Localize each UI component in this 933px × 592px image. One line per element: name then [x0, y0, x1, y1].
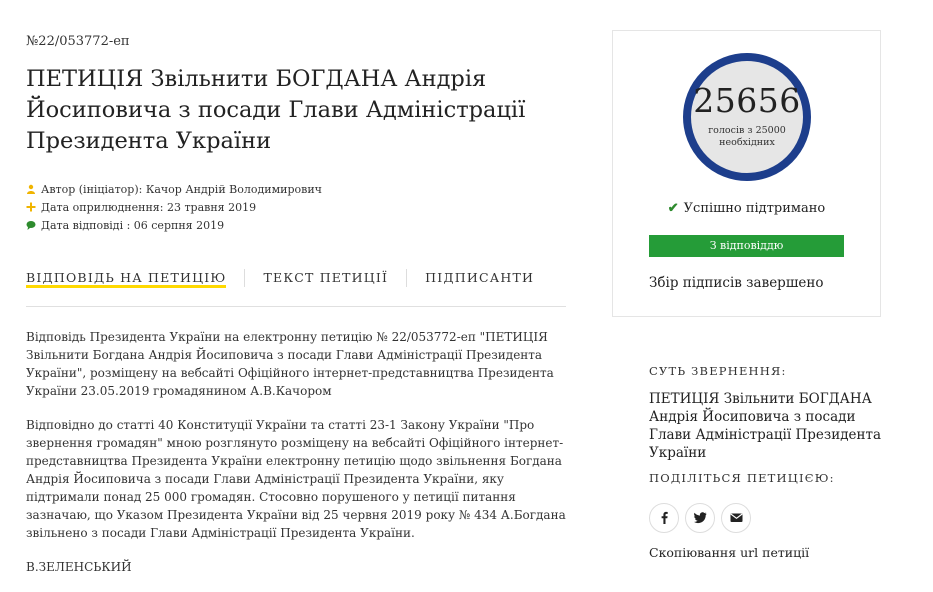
share-buttons: [649, 503, 757, 533]
answered-button[interactable]: З відповіддю: [649, 235, 844, 257]
twitter-share-button[interactable]: [685, 503, 715, 533]
check-icon: ✔: [667, 201, 679, 216]
meta-author-text: Автор (ініціатор): Качор Андрій Володимирович: [41, 182, 322, 196]
vote-count: 25656: [693, 81, 801, 120]
meta-answered-text: Дата відповіді : 06 серпня 2019: [41, 218, 225, 232]
essence-label: СУТЬ ЗВЕРНЕННЯ:: [649, 364, 787, 378]
comment-icon: [26, 220, 36, 230]
meta-published-text: Дата оприлюднення: 23 травня 2019: [41, 200, 257, 214]
meta-author: [26, 180, 322, 198]
meta-published: [26, 198, 322, 216]
answer-body: [26, 328, 566, 576]
share-label: ПОДІЛІТЬСЯ ПЕТИЦІЄЮ:: [649, 471, 835, 485]
tab-petition-text[interactable]: ТЕКСТ ПЕТИЦІЇ: [263, 270, 389, 285]
copy-url-link[interactable]: Скопіювання url петиції: [649, 545, 810, 560]
meta-answered: [26, 216, 322, 234]
plus-icon: [26, 202, 36, 212]
twitter-icon: [694, 509, 707, 528]
tab-divider: [244, 269, 245, 287]
status-text: Успішно підтримано: [683, 201, 826, 216]
petition-tabs: [26, 262, 566, 307]
author-icon: [26, 184, 36, 194]
answer-paragraph-1: Відповідь Президента України на електронну петицію № 22/053772-еп "ПЕТИЦІЯ Звільнити Богдана Андрія Йосиповича з посади Глави Адміністрації Президента України", розміщену на вебсайті Офіційного інтернет-представництва Президента України 23.05.2019 громадянином А.В.Качором: [26, 330, 554, 398]
facebook-icon: [658, 509, 671, 528]
petition-title: ПЕТИЦІЯ Звільнити БОГДАНА Андрія Йосиповича з посади Глави Адміністрації Президента України: [26, 66, 526, 154]
collection-status: Збір підписів завершено: [649, 275, 824, 291]
facebook-share-button[interactable]: [649, 503, 679, 533]
answer-signature: В.ЗЕЛЕНСЬКИЙ: [26, 560, 132, 574]
petition-number: №22/053772-еп: [26, 34, 130, 49]
tab-answer[interactable]: ВІДПОВІДЬ НА ПЕТИЦІЮ: [26, 262, 226, 288]
essence-text: ПЕТИЦІЯ Звільнити БОГДАНА Андрія Йосиповича з посади Глави Адміністрації Президента України: [649, 391, 882, 461]
tab-signers[interactable]: ПІДПИСАНТИ: [425, 270, 535, 285]
vote-summary-box: [612, 30, 881, 317]
vote-counter: [683, 53, 811, 181]
tab-divider: [406, 269, 407, 287]
vote-caption: голосів з 25000 необхідних: [708, 125, 786, 148]
status-line: [613, 201, 880, 216]
email-share-button[interactable]: [721, 503, 751, 533]
email-icon: [730, 509, 743, 528]
answer-paragraph-2: Відповідно до статті 40 Конституції України та статті 23-1 Закону України "Про звернення громадян" мною розглянуто розміщену на вебсайті Офіційного інтернет-представництва Президента України електронну петицію щодо звільнення Богдана Андрія Йосиповича з посади Глави Адміністрації Президента України, яку підтримали понад 25 000 громадян. Стосовно порушеного у петиції питання зазначаю, що Указом Президента України від 25 червня 2019 року № 434 А.Богдана звільнено з посади Глави Адміністрації Президента України.: [26, 418, 566, 540]
petition-meta: [26, 180, 322, 234]
